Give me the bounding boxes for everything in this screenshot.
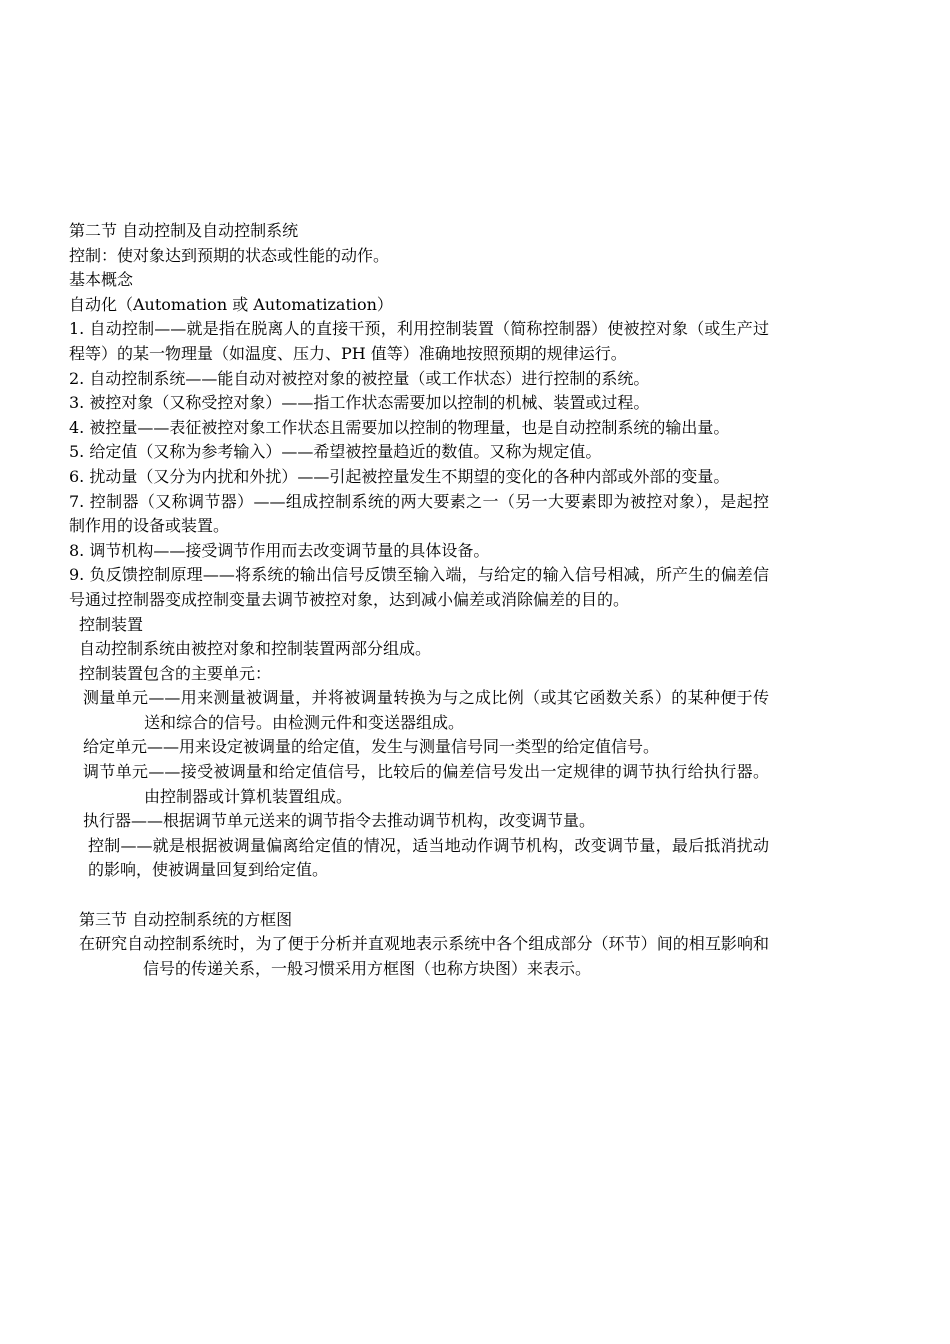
- paragraph-gap: [69, 883, 769, 908]
- concept-item: 4. 被控量——表征被控对象工作状态且需要加以控制的物理量，也是自动控制系统的输出量。: [69, 417, 730, 437]
- main-units-intro: 控制装置包含的主要单元：: [79, 663, 272, 683]
- section-intro: 在研究自动控制系统时，为了便于分析并直观地表示系统中各个组成部分（环节）间的相互影响和信号的传递关系，一般习惯采用方框图（也称方块图）来表示。: [79, 934, 769, 978]
- control-definition: 控制：使对象达到预期的状态或性能的动作。: [69, 245, 390, 265]
- concept-item: 8. 调节机构——接受调节作用而去改变调节量的具体设备。: [69, 540, 490, 560]
- section-heading: 第三节 自动控制系统的方框图: [79, 909, 293, 929]
- concept-item: 1. 自动控制——就是指在脱离人的直接干预，利用控制装置（简称控制器）使被控对象（或生产过程等）的某一物理量（如温度、压力、PH 值等）准确地按照预期的规律运行。: [69, 319, 769, 363]
- unit-item: 调节单元——接受被调量和给定值信号，比较后的偏差信号发出一定规律的调节执行给执行器。由控制器或计算机装置组成。: [83, 762, 769, 806]
- concept-item: 9. 负反馈控制原理——将系统的输出信号反馈至输入端，与给定的输入信号相减，所产生的偏差信号通过控制器变成控制变量去调节被控对象，达到减小偏差或消除偏差的目的。: [69, 565, 769, 609]
- unit-item: 给定单元——用来设定被调量的给定值，发生与测量信号同一类型的给定值信号。: [83, 737, 660, 757]
- control-explanation: 控制——就是根据被调量偏离给定值的情况，适当地动作调节机构，改变调节量，最后抵消扰动的影响，使被调量回复到给定值。: [88, 835, 769, 880]
- subheading-control-device: 控制装置: [79, 614, 144, 634]
- concept-item: 6. 扰动量（又分为内扰和外扰）——引起被控量发生不期望的变化的各种内部或外部的变量。: [69, 466, 730, 486]
- concept-item: 7. 控制器（又称调节器）——组成控制系统的两大要素之一（另一大要素即为被控对象），是起控制作用的设备或装置。: [69, 491, 769, 536]
- system-composition: 自动控制系统由被控对象和控制装置两部分组成。: [79, 639, 432, 659]
- concept-item: 2. 自动控制系统——能自动对被控对象的被控量（或工作状态）进行控制的系统。: [69, 368, 650, 388]
- document-body: [69, 219, 769, 981]
- automation-term: 自动化（Automation 或 Automatization）: [69, 294, 393, 314]
- concept-item: 3. 被控对象（又称受控对象）——指工作状态需要加以控制的机械、装置或过程。: [69, 393, 650, 413]
- unit-item: 执行器——根据调节单元送来的调节指令去推动调节机构，改变调节量。: [83, 811, 596, 831]
- unit-item: 测量单元——用来测量被调量，并将被调量转换为与之成比例（或其它函数关系）的某种便于传送和综合的信号。由检测元件和变送器组成。: [83, 688, 769, 732]
- section-heading: 第二节 自动控制及自动控制系统: [69, 221, 299, 240]
- subheading-basic-concepts: 基本概念: [69, 270, 134, 290]
- concept-item: 5. 给定值（又称为参考输入）——希望被控量趋近的数值。又称为规定值。: [69, 442, 602, 462]
